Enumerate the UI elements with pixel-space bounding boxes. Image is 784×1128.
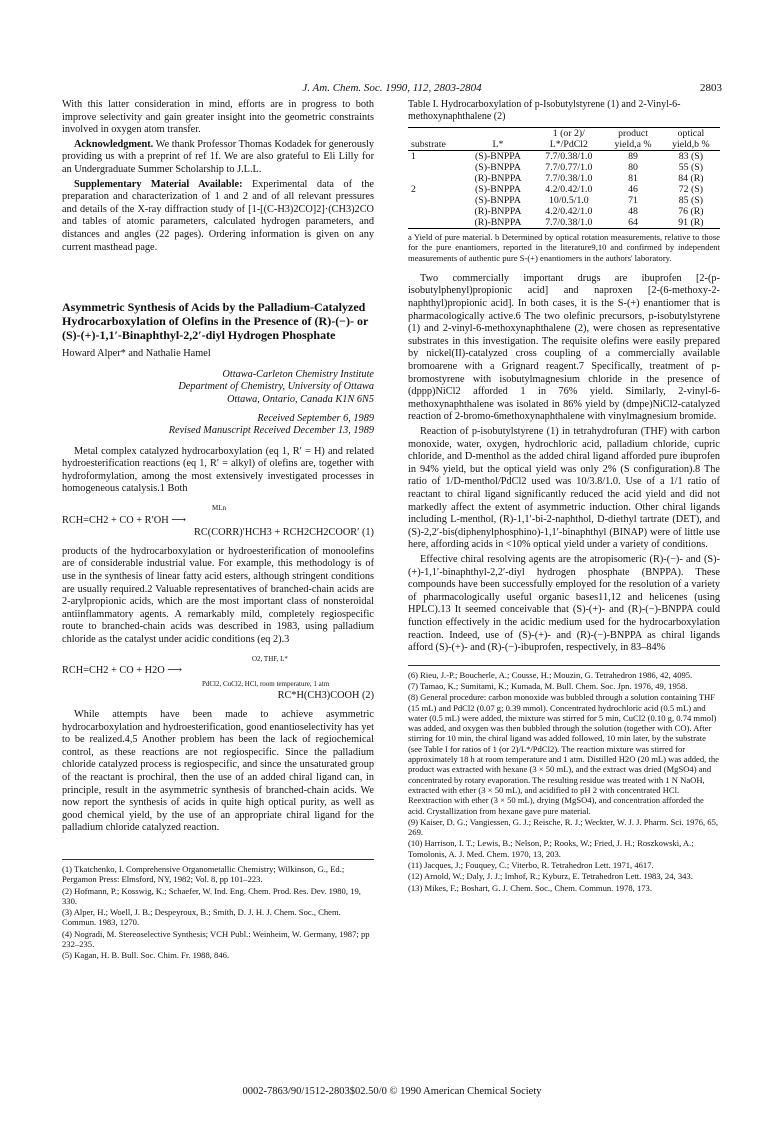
reference: (9) Kaiser, D. G.; Vangiessen, G. J.; Reische, R. J.; Weckter, W. J. J. Pharm. Sci. 1976, 65, 269.: [408, 816, 719, 838]
table-cell-l: (R)-BNPPA: [474, 206, 522, 217]
right-references: [408, 665, 720, 893]
eq1-rhs: RC(CORR)′HCH3 + RCH2CH2COOR′ (1): [194, 527, 374, 539]
table-cell-y: 64: [604, 217, 661, 229]
th-ratio-1: 1 (or 2)/: [533, 128, 604, 140]
table-cell-r: 7.7/0.38/1.0: [533, 217, 604, 229]
table-cell-y: 80: [628, 162, 638, 173]
supp-label: Supplementary Material Available:: [74, 178, 243, 190]
table-cell-r: 10/0.5/1.0: [548, 195, 589, 206]
table-row: [408, 195, 720, 206]
body-paragraph-2: products of the hydrocarboxylation or hydroesterification of monoolefins are of considerable industrial value. For example, this methodology is of use in the synthesis of linear fatty acid esters, although stringent conditions are usually required.2 Valuable representatives of branched-chain acids are 2-arylpropionic acids, which are the most important class of nonsteroidal antiinflammatory agents. A remarkably mild, completely regiospecific route to branched-chain acids was described in 1983, using palladium chloride as the catalyst under acidic conditions (eq 2).3: [62, 545, 374, 645]
eq1-catalyst: MLn: [212, 504, 226, 513]
th-ratio-2: L*/PdCl2: [533, 139, 604, 151]
ack-label: Acknowledgment.: [74, 138, 154, 150]
ack-text: We thank Professor Thomas Kodadek for generously providing us with a preprint of ref 1f. We are also grateful to Eli Lilly for an Undergraduate Summer Scholarship to J.L.L.: [62, 138, 374, 175]
table-cell-o: 76 (R): [678, 206, 704, 217]
table-cell-o: 83 (S): [678, 151, 703, 162]
body-paragraph-3: While attempts have been made to achieve asymmetric hydrocarboxylation and hydroesterification, good enantioselectivity has yet to be realized.4,5 Another problem has been the lack of regiochemical control, as these reactions are not regiospecific. Since the palladium chloride catalyzed process is regiospecific, and since the unsaturated group of the reactant is prochiral, then the use of an added chiral ligand can, in principle, result in the asymmetric synthesis of branched-chain acids. We now report the synthesis of acids in quite high optical purity, as well as good chemical yield, by the use of an appropriate chiral ligand for the palladium chloride catalyzed reaction.: [62, 708, 374, 834]
reference: (4) Nogradi, M. Stereoselective Synthesis; VCH Publ.: Weinheim, W. Germany, 1987; pp 232–235.: [62, 928, 370, 949]
reference: (7) Tamao, K.; Sumitami, K.; Kumada, M. Bull. Chem. Soc. Jpn. 1976, 49, 1958.: [408, 681, 688, 691]
body-paragraph-1: Metal complex catalyzed hydrocarboxylation (eq 1, R′ = H) and related hydroesterification reactions (eq 1, R′ = alkyl) of olefins are, together with hydroformylation, among the most extensively investigated processes in homogeneous catalysis.1 Both: [62, 445, 374, 495]
table-cell-r: 7.7/0.38/1.0: [545, 173, 593, 184]
table-cell-s: [408, 173, 463, 184]
th-blank: [463, 128, 534, 140]
eq1-lhs: RCH=CH2 + CO + R′OH ⟶: [62, 514, 186, 526]
th-substrate: substrate: [408, 139, 463, 151]
th-yield-2: yield,a %: [604, 139, 661, 151]
left-column: [62, 99, 374, 962]
equation-1: [62, 502, 374, 540]
table-cell-o: 72 (S): [678, 184, 703, 195]
table-row: [408, 206, 720, 217]
th-yield-1: product: [604, 128, 661, 140]
eq2-lhs: RCH=CH2 + CO + H2O ⟶: [62, 665, 183, 677]
reference: (2) Hofmann, P.; Kosswig, K.; Schaefer, W. Ind. Eng. Chem. Prod. Res. Dev. 1980, 19, 330.: [62, 885, 361, 906]
supplementary-material: [62, 179, 374, 255]
table-cell-o: 55 (S): [678, 162, 703, 173]
th-opt-1: optical: [662, 128, 720, 140]
acknowledgment: [62, 139, 374, 177]
table-cell-l: (S)-BNPPA: [475, 162, 521, 173]
table-cell-o: 85 (S): [678, 195, 703, 206]
intro-paragraph: With this latter consideration in mind, efforts are in progress to both improve selectivity and gain greater insight into the geometric constraints involved in oxygen atom transfer.: [62, 99, 374, 136]
table-cell-r: 7.7/0.77/1.0: [545, 162, 593, 173]
table-cell-r: 4.2/0.42/1.0: [545, 184, 593, 195]
table-cell-o: 91 (R): [662, 217, 720, 229]
reference: (5) Kagan, H. B. Bull. Soc. Chim. Fr. 1988, 846.: [62, 950, 230, 961]
eq2-conditions-bottom: PdCl2, CuCl2, HCl, room temperature, 1 atm: [202, 679, 330, 688]
table-cell-s: 2: [411, 184, 416, 195]
table-cell-o: 84 (R): [678, 173, 704, 184]
reference: (10) Harrison, I. T.; Lewis, B.; Nelson, P.; Rooks, W.; Fried, J. H.; Roszkowski, A.; Tomolonis, A. J. Med. Chem. 1970, 13, 203.: [408, 838, 694, 859]
left-references: [62, 859, 374, 961]
reference: (8) General procedure: carbon monoxide was bubbled through a solution containing THF (15 mL) and PdCl2 (0.07 g; 0.39 mmol). Concentrated hydrochloric acid (0.5 mL) and water (0.5 mL) were added, the mixture was stirred for 5 min, CuCl2 (0.10 g, 0.74 mmol) was added, and oxygen was then bubbled through the solution (together with CO). After stirring for 10 min, the chiral ligand was added followed, 10 min later, by the substrate (see Table I for ratios of 1 (or 2)/L*/PdCl2). The reaction mixture was stirred for approximately 18 h at room temperature and 1 atm. Distilled H2O (20 mL) was added, the product was extracted with hexane (3 × 50 mL), and the extract was dried (MgSO4) and concentrated by rotary evaporation. The resulting residue was treated with 1 N NaOH, extracted with ether (3 × 50 mL), and acidified to pH 2 with concentrated HCl. Reextraction with ether (3 × 50 mL), drying (MgSO4), and concentration afforded the acid. Crystallization from hexane gave pure material.: [408, 692, 719, 816]
eq2-rhs: RC*H(CH3)COOH (2): [277, 690, 374, 702]
table-cell-s: [408, 195, 463, 206]
aff-line-1: Ottawa-Carleton Chemistry Institute: [222, 368, 374, 380]
table-cell-l: (S)-BNPPA: [475, 151, 521, 162]
aff-line-2: Department of Chemistry, University of Ottawa: [178, 381, 374, 393]
received-date: Received September 6, 1989: [257, 412, 374, 424]
table-row: [408, 173, 720, 184]
article-title: Asymmetric Synthesis of Acids by the Palladium-Catalyzed Hydrocarboxylation of Olefins in the Presence of (R)-(−)- or (S)-(+)-1,1′-Binaphthyl-2,2′-diyl Hydrogen Phosphate: [62, 300, 369, 343]
reference: (11) Jacques, J.; Fouquey, C.; Viterbo, R. Tetrahedron Lett. 1971, 4617.: [408, 860, 654, 871]
right-column: [408, 99, 720, 894]
aff-line-3: Ottawa, Ontario, Canada K1N 6N5: [226, 393, 374, 405]
reference: (13) Mikes, F.; Boshart, G. J. Chem. Soc., Chem. Commun. 1978, 173.: [408, 882, 652, 893]
table-cell-l: (R)-BNPPA: [474, 173, 522, 184]
revised-date: Revised Manuscript Received December 13, 1989: [168, 425, 374, 437]
table-cell-s: [408, 217, 463, 229]
right-paragraph-3: Effective chiral resolving agents are the atropisomeric (R)-(−)- and (S)-(+)-1,1′-binaphthyl-2,2′-diyl hydrogen phosphate (BNPPA). These compounds have been successfully employed for the resolution of a variety of pharmacologically useful organic bases11,12 and helicenes (using HPLC).13 It seemed conceivable that (S)-(+)- and (R)-(−)-BNPPA could function effectively in the acidic medium used for the hydrocarboxylation reaction. Indeed, use of (S)-(+)- and (R)-(−)-BNPPA as chiral ligands afford (S)-(+)- and (R)-(−)-ibuprofen, respectively, in 83–84%: [408, 553, 720, 654]
th-ligand: L*: [463, 139, 534, 151]
table-row: [408, 184, 720, 195]
table-cell-r: 4.2/0.42/1.0: [545, 206, 593, 217]
table-caption: Table I. Hydrocarboxylation of p-Isobutylstyrene (1) and 2-Vinyl-6-methoxynaphthalene (2): [408, 99, 681, 122]
table-cell-l: (R)-BNPPA: [463, 217, 534, 229]
reference: (12) Arnold, W.; Daly, J. J.; Imhof, R.; Kyburz, E. Tetrahedron Lett. 1983, 24, 343.: [408, 871, 693, 882]
equation-2: [62, 653, 374, 703]
results-table: [408, 127, 720, 229]
reference: (6) Rieu, J.-P.; Boucherle, A.; Cousse, H.; Mouzin, G. Tetrahedron 1986, 42, 4095.: [408, 669, 693, 680]
page-number: 2803: [700, 82, 722, 94]
table-cell-l: (S)-BNPPA: [475, 184, 521, 195]
reference: (3) Alper, H.; Woell, J. B.; Despeyroux, B.; Smith, D. J. H. J. Chem. Soc., Chem. Commun. 1983, 1270.: [62, 907, 341, 928]
table-cell-y: 81: [628, 173, 638, 184]
table-row: [408, 217, 720, 229]
authors: Howard Alper* and Nathalie Hamel: [62, 348, 211, 360]
right-paragraph-2: Reaction of p-isobutylstyrene (1) in tetrahydrofuran (THF) with carbon monoxide, water, oxygen, hydrochloric acid, palladium chloride, cupric chloride, and D-menthol as the added chiral ligand afforded pure ibuprofen in 94% yield, but the optical yield was only 2% (S configuration).8 The ratio of 1/D-menthol/PdCl2 used was 10/3.8/1.0. Use of a 1/1 ratio of reactant to chiral ligand significantly reduced the acid yield and did not markedly affect the extent of asymmetric induction. Other chiral ligands including L-menthol, (R)-1,1′-bi-2-naphthol, D-diethyl tartrate (DET), and (S)-2,2′-bis(diphenylphosphino)-1,1′-binaphthyl (BINAP) were of little use here, affording acids in <10% optical yield under a variety of conditions.: [408, 426, 720, 551]
th-opt-2: yield,b %: [662, 139, 720, 151]
table-cell-s: [408, 206, 463, 217]
table-cell-y: 48: [628, 206, 638, 217]
table-cell-s: [408, 162, 463, 173]
journal-citation: J. Am. Chem. Soc. 1990, 112, 2803-2804: [302, 82, 482, 94]
table-footnote: a Yield of pure material. b Determined by optical rotation measurements, relative to those for the pure enantiomers, reported in the literature9,10 and confirmed by independent measurements of authentic pure S-(+) enantiomers in the authors' laboratory.: [408, 232, 720, 263]
eq2-conditions-top: O2, THF, L*: [252, 654, 288, 663]
table-cell-r: 7.7/0.38/1.0: [545, 151, 593, 162]
table-row: [408, 151, 720, 163]
affiliation: [62, 369, 374, 438]
right-paragraph-1: Two commercially important drugs are ibuprofen [2-(p-isobutylphenyl)propionic acid] and naproxen [2-(6-methoxy-2-naphthyl)propionic acid]. In both cases, it is the S-(+) enantiomer that is pharmacologically active.6 The two olefinic precursors, p-isobutylstyrene (1) and 2-vinyl-6-methoxynaphthalene (2), were chosen as representative substrates in this investigation. The requisite olefins were easily prepared by nickel(II)-catalyzed cross coupling of a commercially available bromoarene with a Grignard reagent.7 Specifically, treatment of p-bromostyrene with isobutylmagnesium chloride in the presence of (dppp)NiCl2 afforded 1 in 76% yield. Similarly, 2-vinyl-6-methoxynaphthalene was isolated in 86% yield by (dmpe)NiCl2-catalyzed reaction of 2-bromo-6methoxynaphthalene with vinylmagnesium bromide.: [408, 272, 720, 423]
table-cell-l: (S)-BNPPA: [475, 195, 521, 206]
table-cell-y: 89: [628, 151, 638, 162]
supp-text: Experimental data of the preparation and characterization of 1 and 2 and of all relevant pressures and details of the X-ray diffraction study of [1-[(C-H3)2CO]2]·(CH3)2CO and tables of atomic parameters, calculated hydrogen parameters, and distances and angles (22 pages). Ordering information is given on any current masthead page.: [62, 178, 374, 253]
reference: (1) Tkatchenko, I. Comprehensive Organometallic Chemistry; Wilkinson, G., Ed.; Pergamon Press: Elmsford, NY, 1982; Vol. 8, pp 101–223.: [62, 863, 345, 885]
table-cell-y: 71: [628, 195, 638, 206]
table-row: [408, 162, 720, 173]
table-cell-s: 1: [411, 151, 416, 162]
table-cell-y: 46: [628, 184, 638, 195]
page-footer: 0002-7863/90/1512-2803$02.50/0 © 1990 American Chemical Society: [242, 1086, 542, 1097]
th-blank: [408, 128, 463, 140]
